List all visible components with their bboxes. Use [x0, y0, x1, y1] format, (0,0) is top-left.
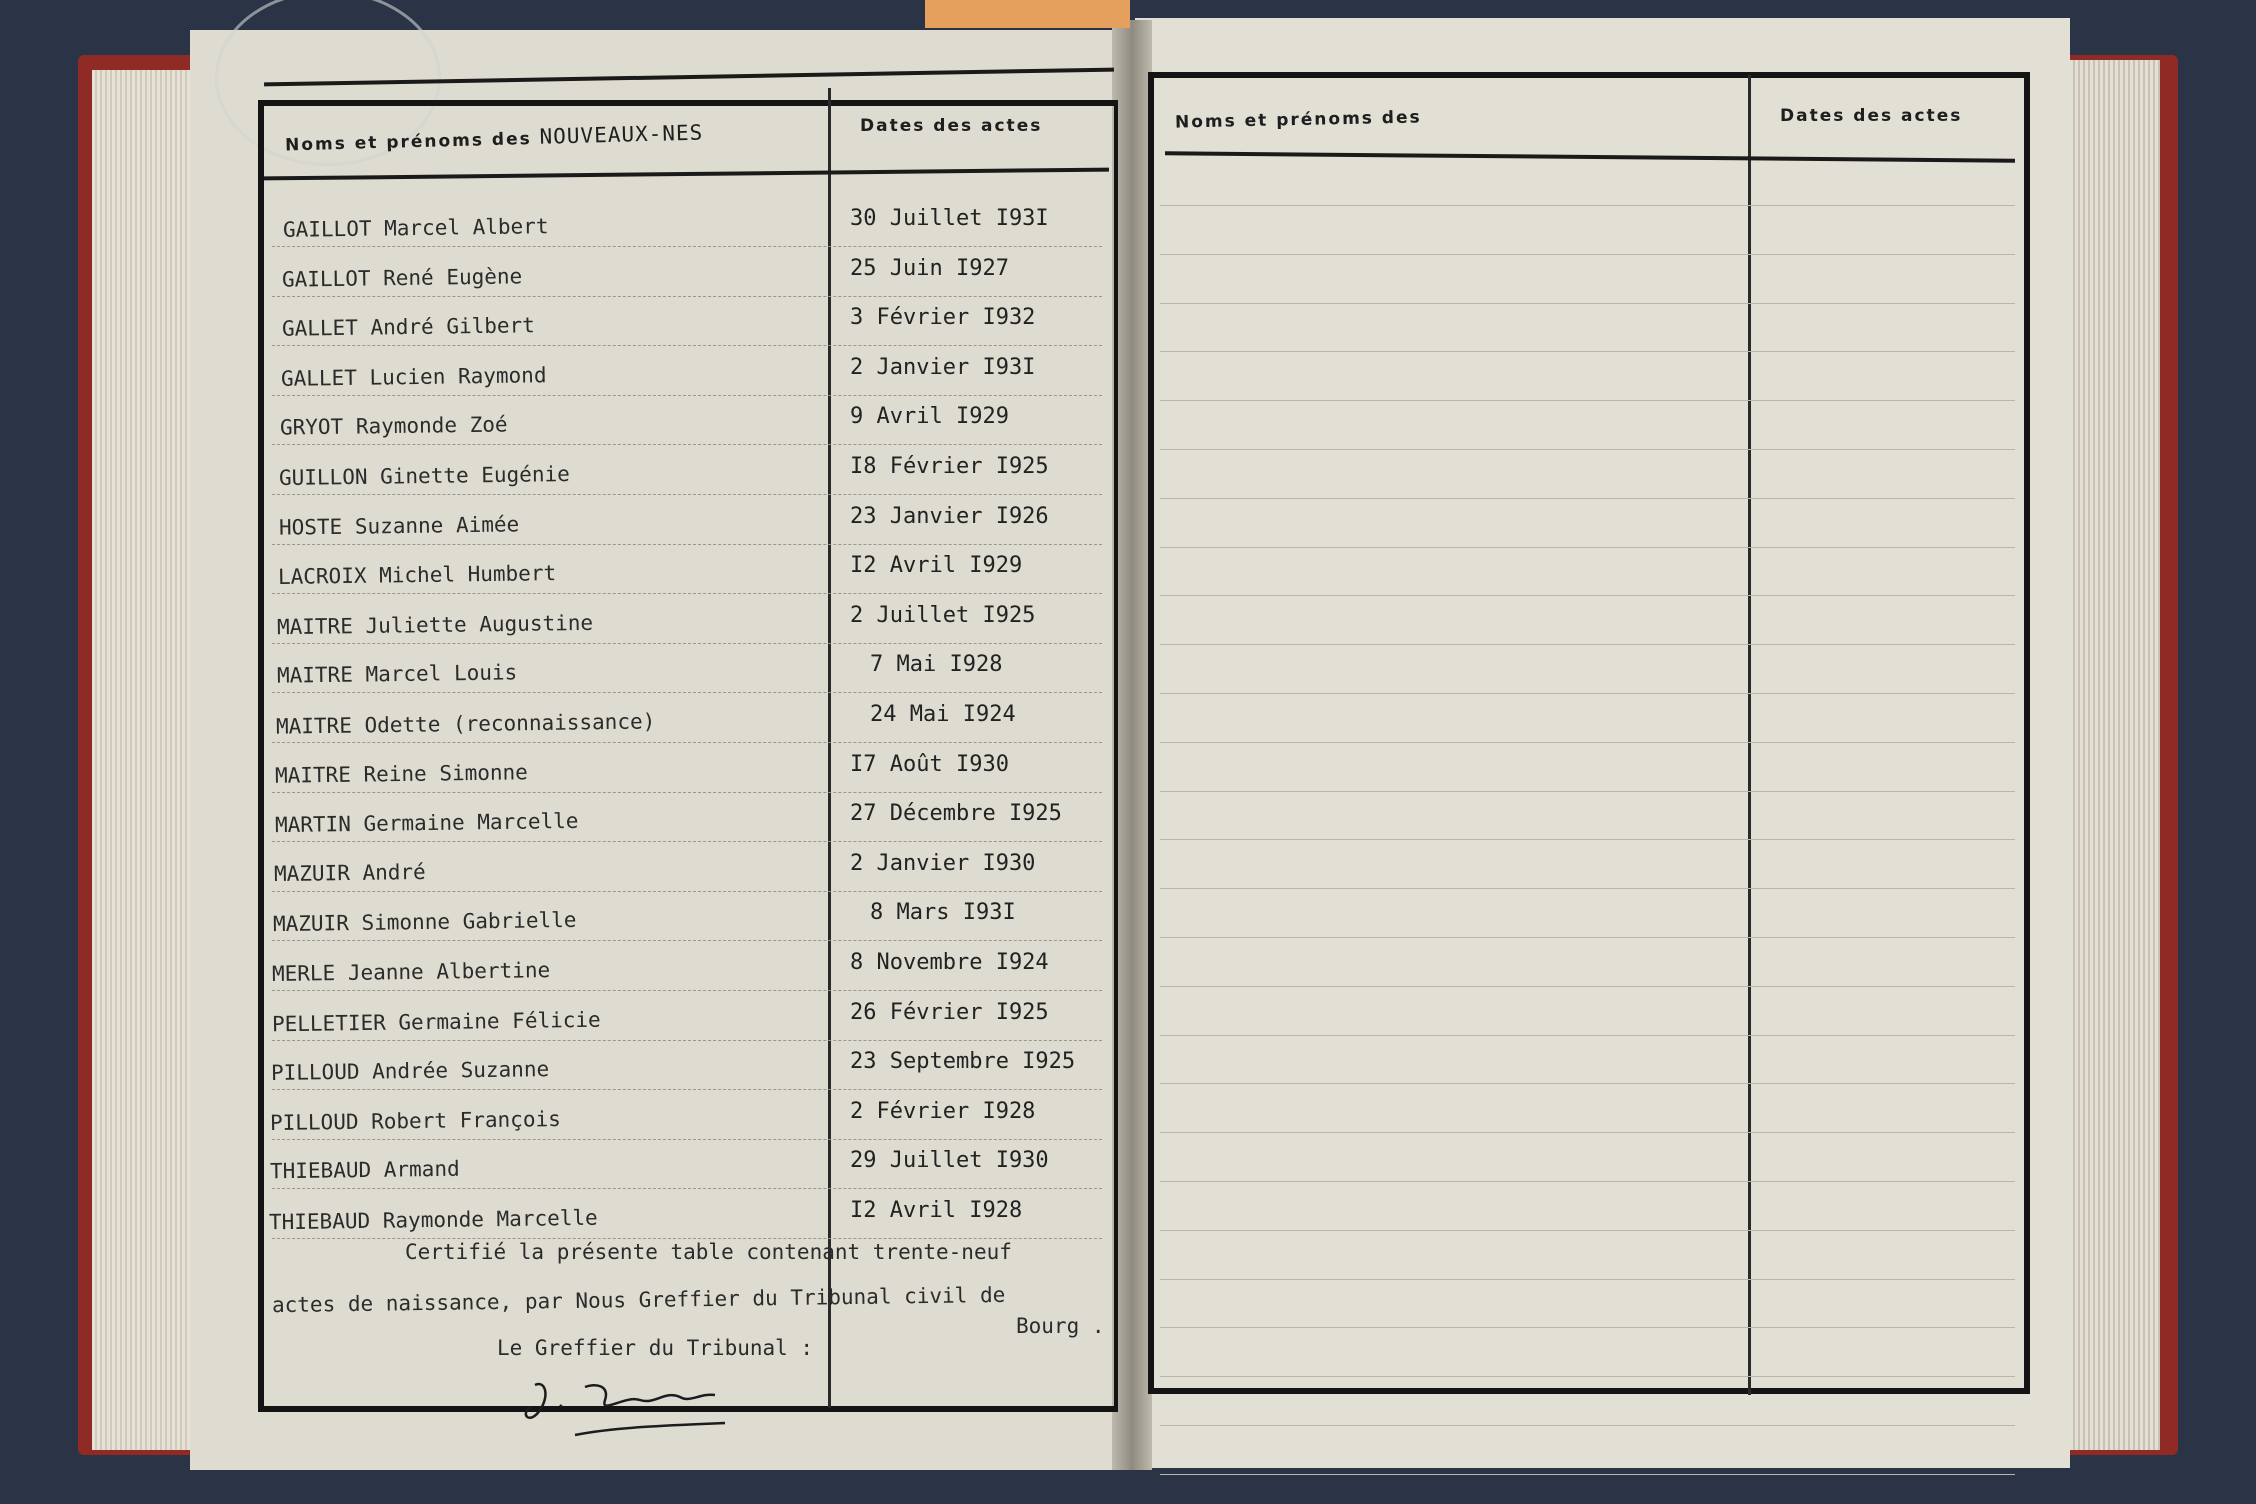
row-divider	[272, 296, 1102, 298]
row-divider	[272, 345, 1102, 347]
entry-date: I2 Avril I929	[850, 553, 1023, 578]
entry-date: 8 Mars I93I	[870, 900, 1016, 925]
ruled-line	[1160, 1279, 2015, 1281]
entry-name: GAILLOT René Eugène	[281, 264, 523, 292]
greffier-signature	[515, 1365, 735, 1445]
certification-line-2: actes de naissance, par Nous Greffier du Tribunal civil de	[271, 1282, 1006, 1318]
entry-name: GALLET André Gilbert	[281, 313, 536, 341]
ruled-line	[1160, 595, 2015, 597]
row-divider	[272, 593, 1102, 595]
entry-name: MERLE Jeanne Albertine	[271, 958, 551, 986]
entry-date: 23 Septembre I925	[850, 1049, 1076, 1074]
ruled-line	[1160, 1376, 2015, 1378]
page-stack-right	[2060, 60, 2160, 1450]
entry-date: 2 Février I928	[850, 1099, 1036, 1124]
row-divider	[272, 643, 1102, 645]
entry-name: THIEBAUD Armand	[269, 1156, 460, 1184]
row-divider	[272, 246, 1102, 248]
entry-name: MARTIN Germaine Marcelle	[274, 808, 579, 838]
ruled-line	[1160, 937, 2015, 939]
entry-date: 2 Janvier I930	[850, 851, 1036, 876]
entry-date: 30 Juillet I93I	[850, 206, 1049, 231]
entry-name: LACROIX Michel Humbert	[277, 561, 557, 589]
entry-date: 9 Avril I929	[850, 404, 1009, 429]
ruled-line	[1160, 839, 2015, 841]
certification-line-1: Certifié la présente table contenant trente-neuf	[405, 1240, 1012, 1264]
ruled-line	[1160, 693, 2015, 695]
ruled-line	[1160, 1035, 2015, 1037]
row-divider	[272, 544, 1102, 546]
ruled-line	[1160, 1181, 2015, 1183]
ruled-line	[1160, 303, 2015, 305]
entry-date: I2 Avril I928	[850, 1198, 1023, 1223]
entry-date: 27 Décembre I925	[850, 801, 1062, 826]
entry-date: 24 Mai I924	[870, 702, 1016, 727]
ruled-line	[1160, 351, 2015, 353]
right-table-frame	[1148, 72, 2030, 1394]
entry-name: GRYOT Raymonde Zoé	[279, 412, 508, 440]
entry-name: MAZUIR Simonne Gabrielle	[272, 907, 577, 937]
entry-date: 29 Juillet I930	[850, 1148, 1049, 1173]
ruled-line	[1160, 791, 2015, 793]
certification-line-2b: Bourg .	[1016, 1314, 1105, 1338]
row-divider	[272, 792, 1102, 794]
row-divider	[272, 395, 1102, 397]
row-divider	[272, 692, 1102, 694]
tape-strip	[925, 0, 1130, 28]
ruled-line	[1160, 742, 2015, 744]
ruled-line	[1160, 1083, 2015, 1085]
ruled-line	[1160, 449, 2015, 451]
ruled-line	[1160, 888, 2015, 890]
row-divider	[272, 1040, 1102, 1042]
row-divider	[272, 494, 1102, 496]
entry-name: MAITRE Juliette Augustine	[276, 610, 594, 640]
entry-name: THIEBAUD Raymonde Marcelle	[268, 1205, 598, 1235]
ruled-line	[1160, 1327, 2015, 1329]
row-divider	[272, 891, 1102, 893]
entry-date: 26 Février I925	[850, 1000, 1049, 1025]
entry-name: HOSTE Suzanne Aimée	[278, 512, 520, 540]
entry-date: 7 Mai I928	[870, 652, 1003, 677]
ruled-line	[1160, 1425, 2015, 1427]
entry-date: 23 Janvier I926	[850, 504, 1049, 529]
row-divider	[272, 1089, 1102, 1091]
ruled-line	[1160, 400, 2015, 402]
ruled-line	[1160, 644, 2015, 646]
entry-date: 3 Février I932	[850, 305, 1036, 330]
left-header-dates: Dates des actes	[860, 116, 1043, 136]
header-names-emph: NOUVEAUX-NES	[539, 120, 704, 149]
entry-date: 2 Janvier I93I	[850, 355, 1036, 380]
row-divider	[272, 940, 1102, 942]
entry-name: GAILLOT Marcel Albert	[282, 214, 549, 242]
entry-name: MAITRE Odette (reconnaissance)	[275, 709, 656, 739]
certification-line-3: Le Greffier du Tribunal :	[497, 1336, 814, 1360]
right-column-divider	[1748, 75, 1751, 1395]
ruled-line	[1160, 1230, 2015, 1232]
row-divider	[272, 841, 1102, 843]
entry-name: MAZUIR André	[273, 859, 426, 887]
entry-date: I8 Février I925	[850, 454, 1049, 479]
ruled-line	[1160, 498, 2015, 500]
row-divider	[272, 1139, 1102, 1141]
entry-date: 2 Juillet I925	[850, 603, 1036, 628]
entry-name: PILLOUD Robert François	[269, 1106, 561, 1136]
row-divider	[272, 1188, 1102, 1190]
entry-name: PILLOUD Andrée Suzanne	[270, 1057, 550, 1085]
left-column-divider	[828, 88, 831, 1408]
book-gutter	[1112, 20, 1152, 1470]
header-names-prefix: Noms et prénoms des	[284, 129, 532, 156]
row-divider	[272, 742, 1102, 744]
right-header-names: Noms et prénoms des	[1174, 107, 1422, 133]
entry-date: 8 Novembre I924	[850, 950, 1049, 975]
ruled-line	[1160, 1474, 2015, 1476]
ruled-line	[1160, 986, 2015, 988]
ruled-line	[1160, 205, 2015, 207]
entry-name: PELLETIER Germaine Félicie	[271, 1007, 601, 1037]
entry-name: MAITRE Reine Simonne	[274, 760, 529, 788]
entry-date: 25 Juin I927	[850, 256, 1009, 281]
right-header-dates: Dates des actes	[1780, 106, 1963, 126]
ruled-line	[1160, 547, 2015, 549]
ruled-line	[1160, 1132, 2015, 1134]
ruled-line	[1160, 254, 2015, 256]
entry-name: MAITRE Marcel Louis	[276, 660, 518, 688]
row-divider	[272, 444, 1102, 446]
entry-date: I7 Août I930	[850, 752, 1009, 777]
entry-name: GUILLON Ginette Eugénie	[278, 461, 570, 491]
entry-name: GALLET Lucien Raymond	[280, 363, 547, 391]
row-divider	[272, 990, 1102, 992]
